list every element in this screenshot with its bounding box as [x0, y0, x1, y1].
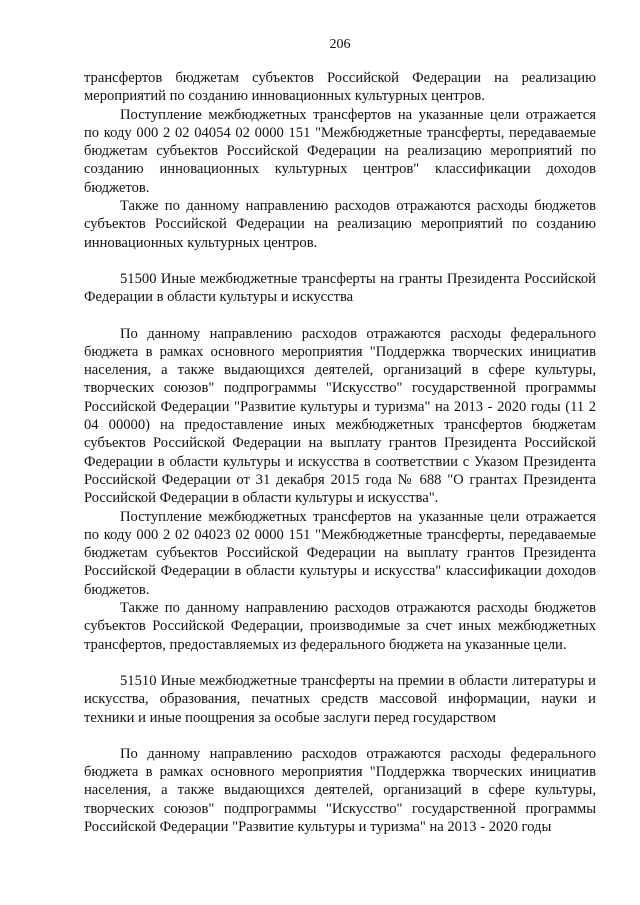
paragraph-federal-expenses-2: По данному направлению расходов отражаются расходы федерального бюджета в рамках основного мероприятия "Поддержка творческих инициатив населения, а также выдающихся деятелей, организаций в сфере культуры, творческих союзов" подпрограммы "Искусство" государственной программы Российской Федерации "Развитие культуры и туризма" на 2013 - 2020 годы — [84, 745, 596, 835]
paragraph-regional-expenses-2: Также по данному направлению расходов отражаются расходы бюджетов субъектов Российской Федерации, производимые за счет иных межбюджетных трансфертов, предоставляемых из федерального бюджета на указанные цели. — [84, 600, 596, 653]
paragraph-income-code: Поступление межбюджетных трансфертов на указанные цели отражается по коду 000 2 02 04054 02 0000 151 "Межбюджетные трансферты, передаваемые бюджетам субъектов Российской Федерации на реализацию мероприятий по созданию инновационных культурных центров" классификации доходов бюджетов. — [84, 106, 596, 196]
paragraph-continuation: трансфертов бюджетам субъектов Российской Федерации на реализацию мероприятий по созданию инновационных культурных центров. — [84, 70, 596, 105]
document-body — [84, 69, 596, 836]
section-heading-51500: 51500 Иные межбюджетные трансферты на гранты Президента Российской Федерации в области культуры и искусства — [84, 270, 596, 306]
paragraph-federal-expenses: По данному направлению расходов отражаются расходы федерального бюджета в рамках основного мероприятия "Поддержка творческих инициатив населения, а также выдающихся деятелей, организаций в сфере культуры, творческих союзов" подпрограммы "Искусство" государственной программы Российской Федерации "Развитие культуры и туризма" на 2013 - 2020 годы (11 2 04 00000) на предоставление иных межбюджетных трансфертов бюджетам субъектов Российской Федерации на выплату грантов Президента Российской Федерации в области культуры и искусства в соответствии с Указом Президента Российской Федерации от 31 декабря 2015 года № 688 "О грантах Президента Российской Федерации в области культуры и искусства". — [84, 325, 596, 507]
paragraph-regional-expenses: Также по данному направлению расходов отражаются расходы бюджетов субъектов Российской Федерации на реализацию мероприятий по созданию инновационных культурных центров. — [84, 198, 596, 251]
section-heading-51510: 51510 Иные межбюджетные трансферты на премии в области литературы и искусства, образования, печатных средств массовой информации, науки и техники и иные поощрения за особые заслуги перед государством — [84, 672, 596, 726]
page-number: 206 — [329, 37, 351, 52]
paragraph-income-code-2: Поступление межбюджетных трансфертов на указанные цели отражается по коду 000 2 02 04023 02 0000 151 "Межбюджетные трансферты, передаваемые бюджетам субъектов Российской Федерации на выплату грантов Президента Российской Федерации в области культуры и искусства" классификации доходов бюджетов. — [84, 508, 596, 598]
